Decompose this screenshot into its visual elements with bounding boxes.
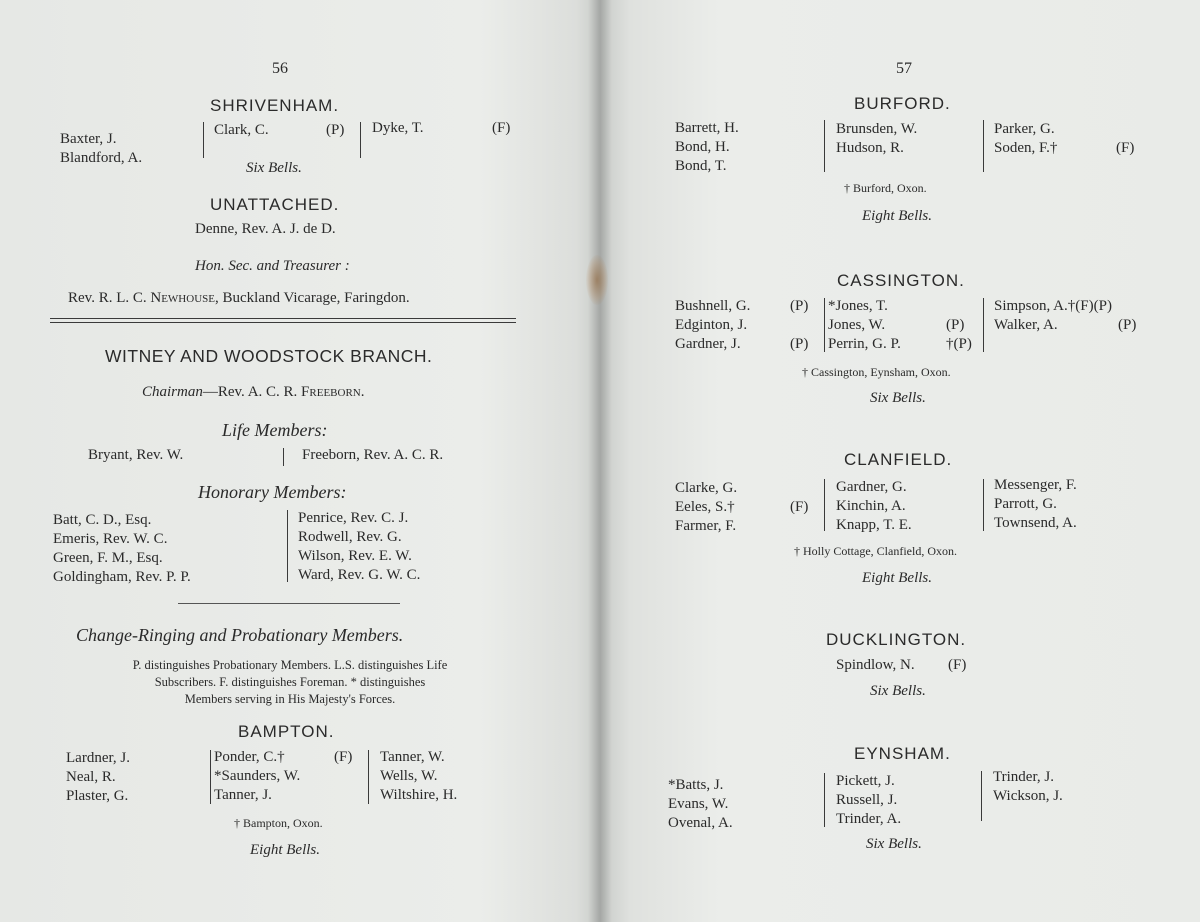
member-tag: (P) xyxy=(790,298,809,314)
member-name: Wickson, J. xyxy=(993,788,1063,804)
member-name: *Batts, J. xyxy=(668,777,724,793)
column-divider xyxy=(368,750,369,804)
cassington-col3 xyxy=(994,297,1112,335)
member-name: Knapp, T. E. xyxy=(836,517,912,533)
member-name: Dyke, T. xyxy=(372,120,424,136)
bells-note: Eight Bells. xyxy=(862,570,932,586)
member-name: Simpson, A.†(F)(P) xyxy=(994,298,1112,314)
branch-heading: WITNEY AND WOODSTOCK BRANCH. xyxy=(105,346,433,366)
cassington-col3-tags xyxy=(1118,297,1136,335)
member-name: Neal, R. xyxy=(66,769,116,785)
section-heading-unattached: UNATTACHED. xyxy=(210,195,340,214)
clanfield-col2 xyxy=(836,478,912,535)
member-tag: (P) xyxy=(946,317,965,333)
member-name: Trinder, A. xyxy=(836,811,902,827)
member-name: Parrott, G. xyxy=(994,496,1057,512)
section-heading-clanfield: CLANFIELD. xyxy=(844,450,953,469)
office-label: Hon. Sec. and Treasurer : xyxy=(195,258,350,274)
secretary-address: Rev. R. L. C. Newhouse, Buckland Vicarage, Faringdon. xyxy=(68,290,410,306)
column-divider xyxy=(360,122,361,158)
column-divider xyxy=(983,120,984,172)
burford-col2 xyxy=(836,120,917,158)
member-name: Bond, T. xyxy=(675,158,727,174)
section-heading-bampton: BAMPTON. xyxy=(238,722,335,741)
bells-note: Six Bells. xyxy=(246,160,302,176)
member-tag: (F) xyxy=(1116,140,1135,156)
member-tag: (P) xyxy=(790,336,809,352)
member-tag: (F) xyxy=(334,749,353,765)
bells-note: Eight Bells. xyxy=(250,842,320,858)
member-name: *Jones, T. xyxy=(828,298,888,314)
cassington-col2 xyxy=(828,297,901,354)
member-name: Pickett, J. xyxy=(836,773,895,789)
member-name: Gardner, G. xyxy=(836,479,907,495)
section-rule xyxy=(178,603,400,604)
member-name: Spindlow, N. xyxy=(836,657,915,673)
cassington-col1-tags xyxy=(790,297,808,354)
page-number: 56 xyxy=(272,60,288,77)
member-name: Tanner, W. xyxy=(380,749,445,765)
section-rule xyxy=(50,322,516,323)
member-name: *Saunders, W. xyxy=(214,768,301,784)
member-name: Soden, F.† xyxy=(994,140,1058,156)
honorary-right-column xyxy=(298,509,420,585)
member-name: Perrin, G. P. xyxy=(828,336,901,352)
bells-note: Eight Bells. xyxy=(862,208,932,224)
member-name: Bryant, Rev. W. xyxy=(88,447,184,463)
column-divider xyxy=(981,771,982,821)
honorary-members-heading: Honorary Members: xyxy=(198,482,347,502)
clanfield-col1 xyxy=(675,479,737,536)
column-divider xyxy=(983,298,984,352)
address-note: † Holly Cottage, Clanfield, Oxon. xyxy=(794,544,957,558)
eynsham-col2 xyxy=(836,772,901,829)
member-name: Batt, C. D., Esq. xyxy=(53,512,152,528)
member-name: Ward, Rev. G. W. C. xyxy=(298,567,421,583)
member-name: Brunsden, W. xyxy=(836,121,918,137)
honorary-left-column xyxy=(53,511,191,587)
column-divider xyxy=(824,479,825,531)
member-name: Denne, Rev. A. J. de D. xyxy=(195,221,336,237)
section-rule xyxy=(50,318,516,319)
column-divider xyxy=(210,750,211,804)
right-page xyxy=(600,0,1200,922)
member-name: Farmer, F. xyxy=(675,518,737,534)
eynsham-col3 xyxy=(993,768,1063,806)
member-name: Clark, C. xyxy=(214,122,269,138)
clanfield-col3 xyxy=(994,476,1077,533)
member-tag: (F) xyxy=(492,120,511,136)
page-number: 57 xyxy=(896,60,912,77)
section-heading-eynsham: EYNSHAM. xyxy=(854,744,951,763)
section-heading-shrivenham: SHRIVENHAM. xyxy=(210,96,340,115)
section-heading-ducklington: DUCKLINGTON. xyxy=(826,630,967,649)
member-tag: (F) xyxy=(790,499,809,515)
cassington-col2-tags xyxy=(946,297,972,354)
member-tag: †(P) xyxy=(946,336,972,352)
column-divider xyxy=(203,122,204,158)
member-name: Freeborn, Rev. A. C. R. xyxy=(302,447,444,463)
paper-stain xyxy=(586,255,608,305)
burford-col3 xyxy=(994,120,1057,158)
member-name: Wilson, Rev. E. W. xyxy=(298,548,412,564)
member-name: Hudson, R. xyxy=(836,140,904,156)
bampton-col1 xyxy=(66,749,130,806)
member-name: Bushnell, G. xyxy=(675,298,751,314)
section-heading-burford: BURFORD. xyxy=(854,94,951,113)
member-name: Trinder, J. xyxy=(993,769,1054,785)
member-name: Rodwell, Rev. G. xyxy=(298,529,402,545)
section-heading-cassington: CASSINGTON. xyxy=(837,271,965,290)
member-name: Bond, H. xyxy=(675,139,730,155)
member-name: Eeles, S.† xyxy=(675,499,735,515)
member-name: Emeris, Rev. W. C. xyxy=(53,531,168,547)
column-divider xyxy=(824,298,825,352)
column-divider xyxy=(824,773,825,827)
shrivenham-col1 xyxy=(60,130,142,168)
member-name: Barrett, H. xyxy=(675,120,739,136)
member-tag xyxy=(946,297,972,316)
member-name: Clarke, G. xyxy=(675,480,738,496)
member-name: Kinchin, A. xyxy=(836,498,906,514)
member-name: Green, F. M., Esq. xyxy=(53,550,163,566)
bampton-col2 xyxy=(214,748,300,805)
book-gutter xyxy=(588,0,612,922)
member-name: Wells, W. xyxy=(380,768,438,784)
eynsham-col1 xyxy=(668,776,733,833)
bells-note: Six Bells. xyxy=(866,836,922,852)
bells-note: Six Bells. xyxy=(870,390,926,406)
member-name: Tanner, J. xyxy=(214,787,272,803)
bells-note: Six Bells. xyxy=(870,683,926,699)
member-name: Edginton, J. xyxy=(675,317,748,333)
bampton-col3 xyxy=(380,748,457,805)
member-name: Russell, J. xyxy=(836,792,898,808)
member-name: Townsend, A. xyxy=(994,515,1077,531)
member-name: Parker, G. xyxy=(994,121,1055,137)
legend-note: P. distinguishes Probationary Members. L.S. distinguishes Life Subscribers. F. distinguishes Foreman. * distinguishes Members serving in His Majesty's Forces. xyxy=(132,658,448,706)
member-name: Plaster, G. xyxy=(66,788,129,804)
change-ringing-heading: Change-Ringing and Probationary Members. xyxy=(76,625,404,645)
member-name: Walker, A. xyxy=(994,317,1058,333)
column-divider xyxy=(824,120,825,172)
member-tag xyxy=(790,316,808,335)
member-name: Ponder, C.† xyxy=(214,749,285,765)
member-tag xyxy=(1118,297,1136,316)
address-note: † Burford, Oxon. xyxy=(844,181,927,195)
member-tag: (P) xyxy=(326,122,345,138)
member-name: Blandford, A. xyxy=(60,150,143,166)
address-note: † Cassington, Eynsham, Oxon. xyxy=(802,365,951,379)
column-divider xyxy=(983,479,984,531)
member-name: Messenger, F. xyxy=(994,477,1077,493)
chairman-line: Chairman—Rev. A. C. R. Freeborn. xyxy=(142,384,365,400)
burford-col1 xyxy=(675,119,739,176)
member-name: Baxter, J. xyxy=(60,131,117,147)
member-tag: (P) xyxy=(1118,317,1137,333)
member-name: Goldingham, Rev. P. P. xyxy=(53,569,191,585)
member-name: Ovenal, A. xyxy=(668,815,733,831)
member-name: Wiltshire, H. xyxy=(380,787,458,803)
member-name: Lardner, J. xyxy=(66,750,130,766)
address-note: † Bampton, Oxon. xyxy=(234,816,323,830)
column-divider xyxy=(283,448,284,466)
member-tag: (F) xyxy=(948,657,967,673)
life-members-heading: Life Members: xyxy=(222,420,328,440)
column-divider xyxy=(287,510,288,582)
cassington-col1 xyxy=(675,297,750,354)
member-name: Gardner, J. xyxy=(675,336,741,352)
member-name: Jones, W. xyxy=(828,317,886,333)
member-name: Evans, W. xyxy=(668,796,729,812)
member-name: Penrice, Rev. C. J. xyxy=(298,510,409,526)
